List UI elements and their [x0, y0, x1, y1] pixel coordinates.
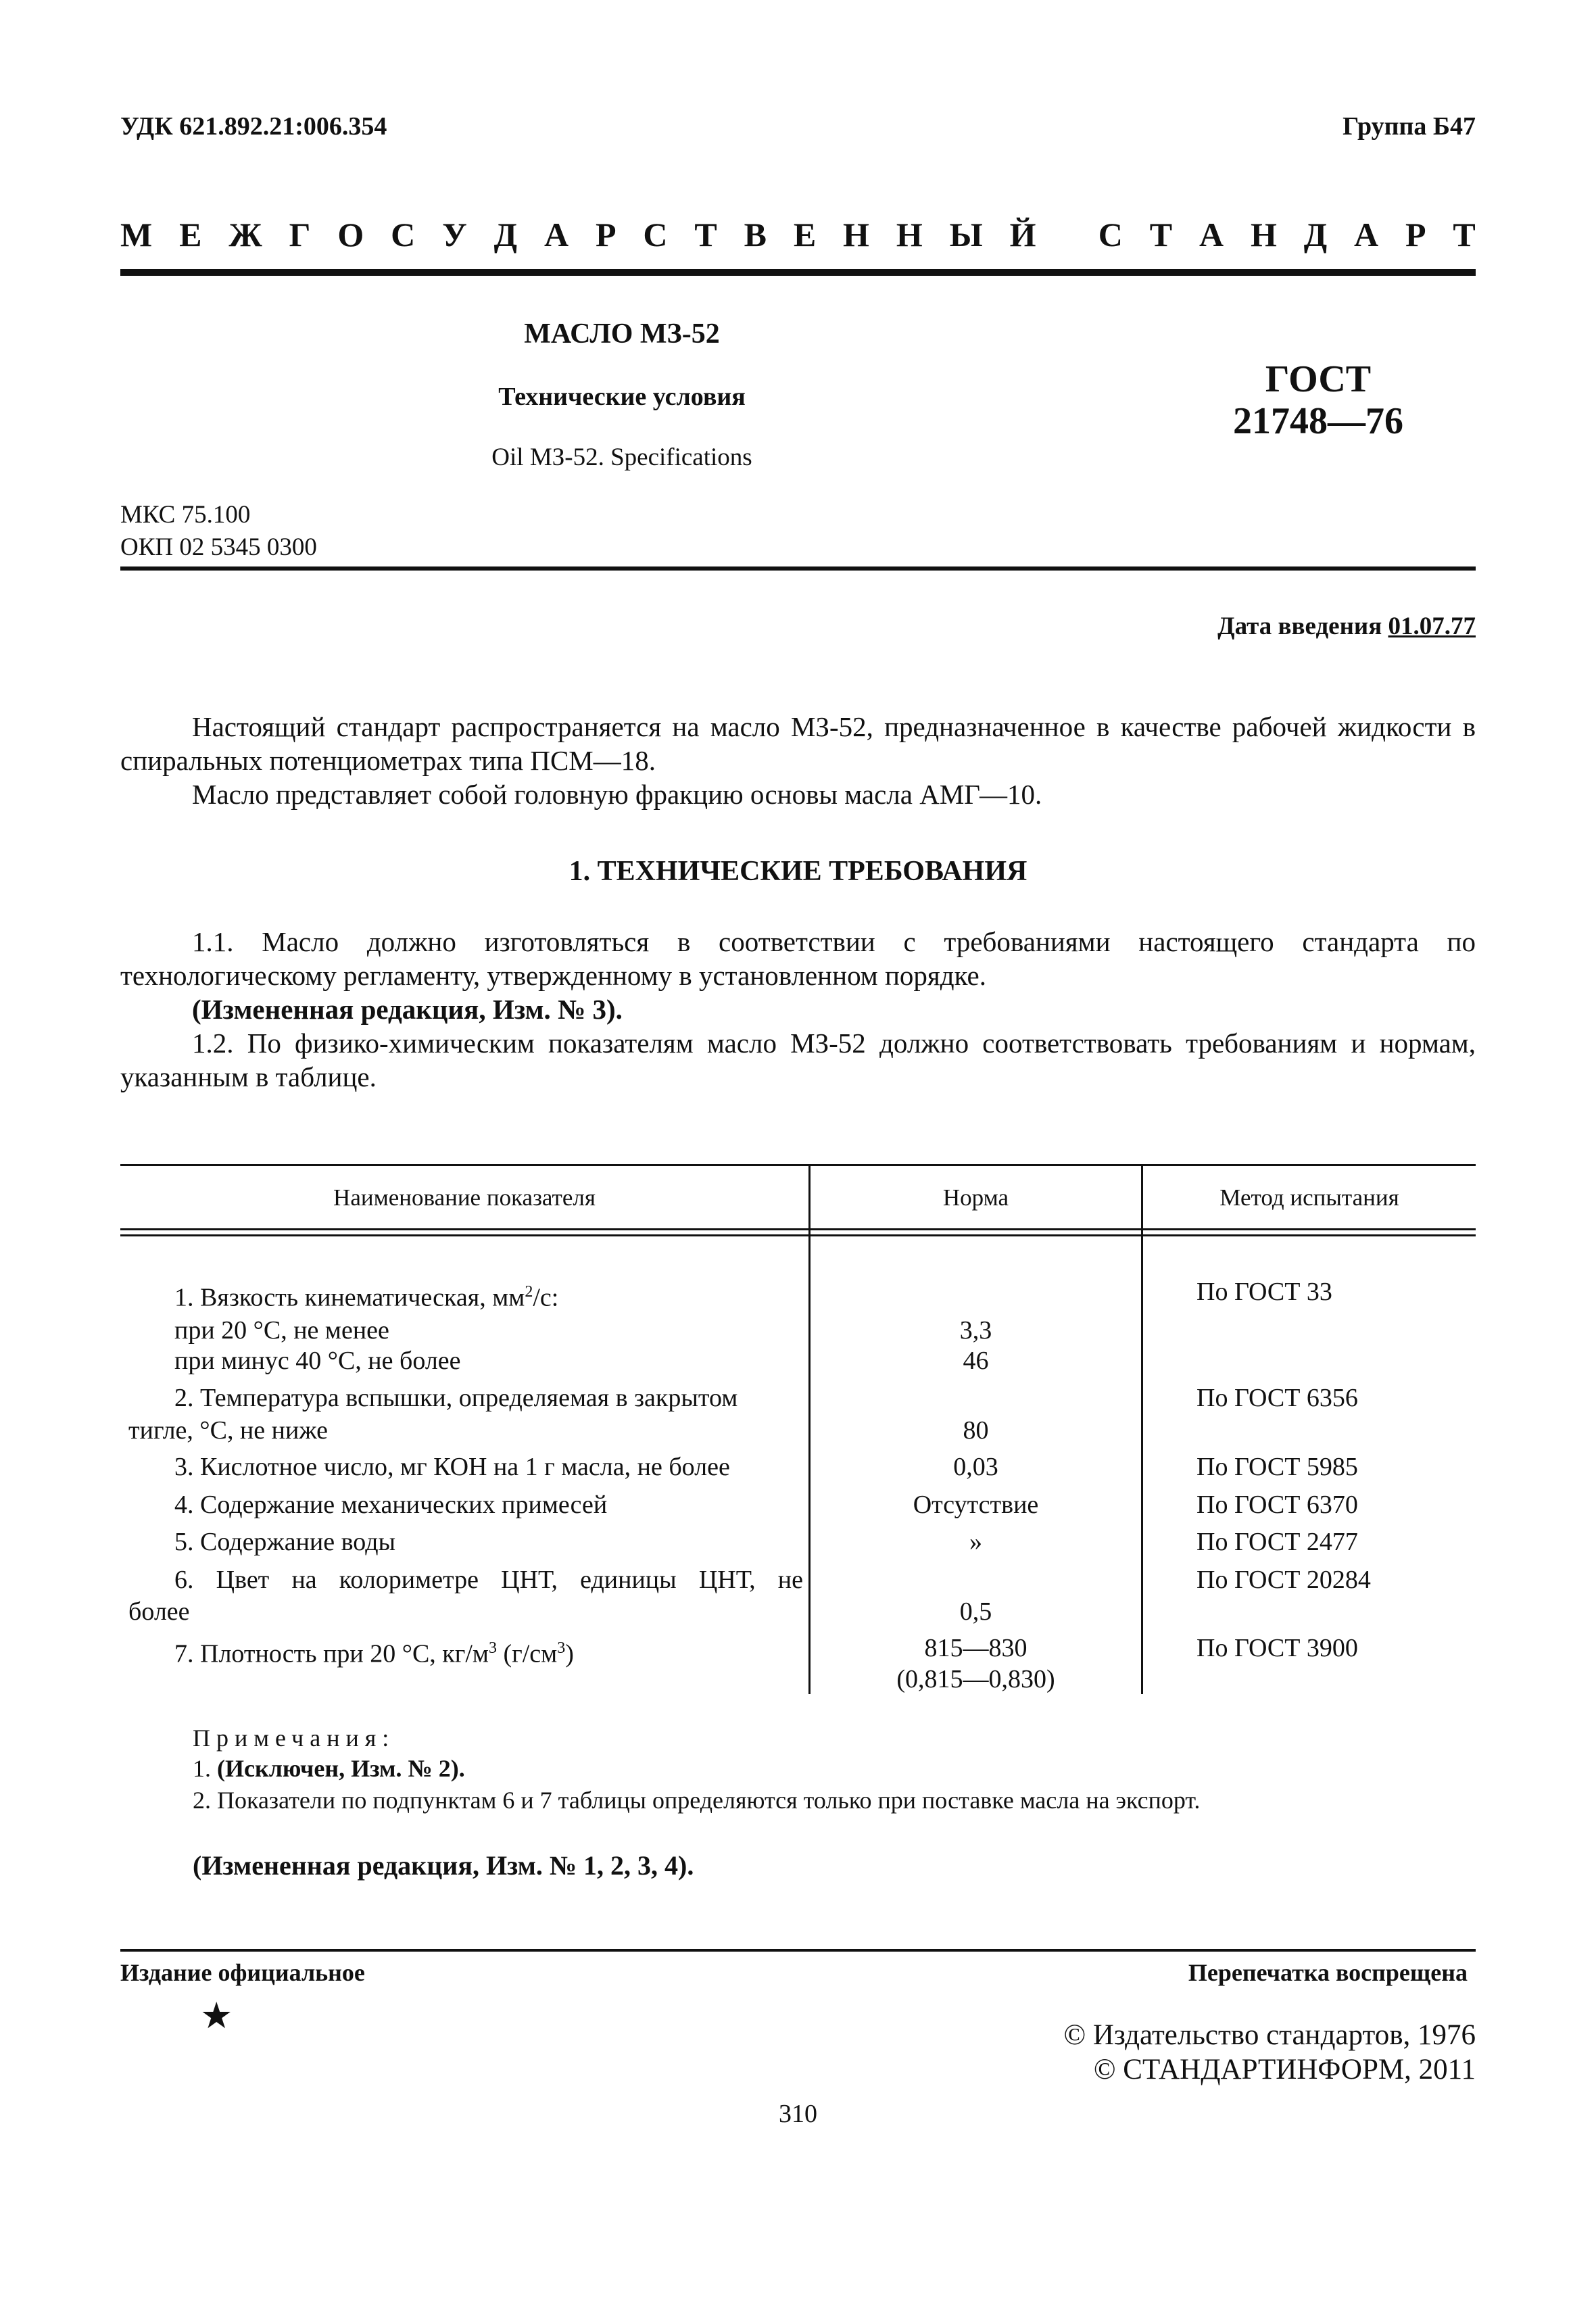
gost-code: 21748—76: [1233, 400, 1403, 442]
row-7-name-text: 7. Плотность при 20 °С, кг/м: [174, 1639, 489, 1668]
banner-letter: Е: [179, 216, 202, 254]
row-2-method: По ГОСТ 6356: [1196, 1384, 1358, 1412]
header-rule: [120, 566, 1476, 571]
row-1-superscript: 2: [525, 1283, 533, 1301]
clause-1-1-revision: (Измененная редакция, Изм. № 3).: [192, 994, 623, 1025]
row-1b-norm: 46: [963, 1347, 989, 1375]
row-7-method: По ГОСТ 3900: [1196, 1634, 1358, 1662]
table-body-divider-2: [1141, 1236, 1143, 1694]
banner-letter: Т: [1453, 216, 1476, 254]
row-1b-name: при минус 40 °С, не более: [174, 1347, 461, 1375]
okp-code: ОКП 02 5345 0300: [120, 533, 317, 561]
header-norm: Норма: [942, 1184, 1009, 1211]
banner-letter: [1063, 215, 1071, 254]
banner-letter: Р: [1405, 216, 1426, 254]
row-5-norm: »: [969, 1528, 982, 1556]
row-6-norm: 0,5: [959, 1597, 992, 1626]
row-7-name-end: ): [565, 1639, 574, 1668]
official-edition: Издание официальное: [120, 1959, 365, 1986]
page-number: 310: [779, 2100, 817, 2128]
gost-number: [1217, 358, 1420, 442]
row-4-norm: Отсутствие: [913, 1491, 1039, 1519]
row-6-name-line-2: более: [128, 1597, 190, 1626]
banner-letter: У: [442, 216, 467, 254]
banner-letter: В: [744, 216, 767, 254]
row-1a-name: при 20 °С, не менее: [174, 1316, 389, 1345]
clause-1-2: 1.2. По физико-химическим показателям масло МЗ-52 должно соответствовать требованиям и нормам, указанным в таблице.: [120, 1028, 1476, 1092]
note-1: [193, 1753, 465, 1784]
banner-letter: А: [1199, 216, 1224, 254]
banner-letter: Ы: [949, 216, 983, 254]
notes-title: Примечания:: [193, 1724, 395, 1752]
banner-letter: Т: [694, 216, 717, 254]
row-6-method: По ГОСТ 20284: [1196, 1566, 1371, 1594]
row-5-method: По ГОСТ 2477: [1196, 1528, 1358, 1556]
document-title: МАСЛО МЗ-52: [524, 318, 720, 349]
row-7-superscript-2: 3: [557, 1639, 566, 1657]
date-label: Дата введения: [1217, 612, 1382, 640]
row-2-name-line-1: 2. Температура вспышки, определяемая в закрытом: [174, 1384, 738, 1412]
english-title: Oil MЗ-52. Specifications: [491, 443, 752, 471]
udk-code: УДК 621.892.21:006.354: [120, 112, 387, 141]
banner-rule: [120, 269, 1476, 276]
intro-paragraph-2: Масло представляет собой головную фракцию основы масла АМГ—10.: [192, 779, 1042, 810]
row-7-norm-1: 815—830: [924, 1634, 1027, 1662]
row-1-method: По ГОСТ 33: [1196, 1278, 1332, 1306]
note-1-number: 1.: [193, 1755, 217, 1782]
banner-letter: Т: [1149, 216, 1173, 254]
header-indicator: Наименование показателя: [333, 1184, 596, 1211]
table-header-rule-2: [120, 1234, 1476, 1236]
banner-letter: Д: [493, 216, 518, 254]
row-3-name: 3. Кислотное число, мг КОН на 1 г масла, не более: [174, 1453, 730, 1481]
banner-letter: Н: [896, 216, 923, 254]
row-6-name-line-1: 6. Цвет на колориметре ЦНТ, единицы ЦНТ, не: [174, 1566, 803, 1594]
row-5-name: 5. Содержание воды: [174, 1528, 396, 1556]
table-header-rule-1: [120, 1228, 1476, 1230]
star-icon: ★: [200, 1996, 233, 2036]
section-1-title: 1. ТЕХНИЧЕСКИЕ ТРЕБОВАНИЯ: [569, 856, 1027, 887]
row-3-norm: 0,03: [953, 1453, 998, 1481]
row-2-name-line-2: тигле, °С, не ниже: [128, 1416, 328, 1445]
row-1-name: [174, 1276, 558, 1313]
group-code: Группа Б47: [1343, 112, 1476, 141]
banner-letter: С: [1098, 216, 1123, 254]
banner-letter: Г: [289, 216, 311, 254]
table-top-rule: [120, 1164, 1476, 1166]
row-1a-norm: 3,3: [959, 1316, 992, 1345]
row-7-name: [174, 1633, 574, 1670]
banner-letter: Н: [843, 216, 869, 254]
introduction-date: [1217, 612, 1476, 641]
row-1-name-text: 1. Вязкость кинематическая, мм: [174, 1283, 525, 1312]
row-4-method: По ГОСТ 6370: [1196, 1491, 1358, 1519]
row-2-norm: 80: [963, 1416, 989, 1445]
note-2: 2. Показатели по подпунктам 6 и 7 таблицы определяются только при поставке масла на экспорт.: [193, 1787, 1201, 1814]
banner-letter: Ж: [228, 216, 262, 254]
row-4-name: 4. Содержание механических примесей: [174, 1491, 608, 1519]
interstate-standard-banner: [120, 215, 1476, 254]
clause-1-1: 1.1. Масло должно изготовляться в соответствии с требованиями настоящего стандарта по технологическому регламенту, утвержденному в установленном порядке.: [120, 926, 1476, 991]
footer-rule: [120, 1949, 1476, 1952]
banner-letter: Н: [1250, 216, 1277, 254]
row-1-name-end: /с:: [533, 1283, 559, 1312]
note-1-text: (Исключен, Изм. № 2).: [217, 1755, 465, 1782]
row-7-superscript-1: 3: [488, 1639, 497, 1657]
classification-codes: [120, 499, 317, 564]
banner-letter: Е: [793, 216, 817, 254]
document-subtitle: Технические условия: [498, 383, 746, 411]
mks-code: МКС 75.100: [120, 501, 251, 529]
row-7-norm-2: (0,815—0,830): [896, 1665, 1055, 1693]
banner-letter: Й: [1009, 216, 1036, 254]
banner-letter: С: [391, 216, 416, 254]
revision-note: (Измененная редакция, Изм. № 1, 2, 3, 4).: [193, 1850, 694, 1881]
intro-paragraph-1: Настоящий стандарт распространяется на масло МЗ-52, предназначенное в качестве рабочей жидкости в спиральных потенциометрах типа ПСМ—18.: [120, 711, 1476, 776]
banner-letter: Р: [595, 216, 616, 254]
date-value: 01.07.77: [1388, 612, 1476, 640]
header-method: Метод испытания: [1219, 1184, 1399, 1211]
banner-letter: О: [337, 216, 364, 254]
banner-letter: А: [1354, 216, 1379, 254]
banner-letter: А: [543, 216, 569, 254]
copyright-2011: © СТАНДАРТИНФОРМ, 2011: [1093, 2054, 1476, 2085]
banner-letter: Д: [1303, 216, 1328, 254]
row-7-name-mid: (г/см: [496, 1639, 558, 1668]
banner-letter: М: [120, 216, 153, 254]
copyright-1976: © Издательство стандартов, 1976: [1063, 2019, 1476, 2051]
banner-letter: С: [643, 216, 668, 254]
reprint-prohibited: Перепечатка воспрещена: [1188, 1959, 1468, 1986]
gost-label: ГОСТ: [1265, 358, 1372, 400]
row-3-method: По ГОСТ 5985: [1196, 1453, 1358, 1481]
